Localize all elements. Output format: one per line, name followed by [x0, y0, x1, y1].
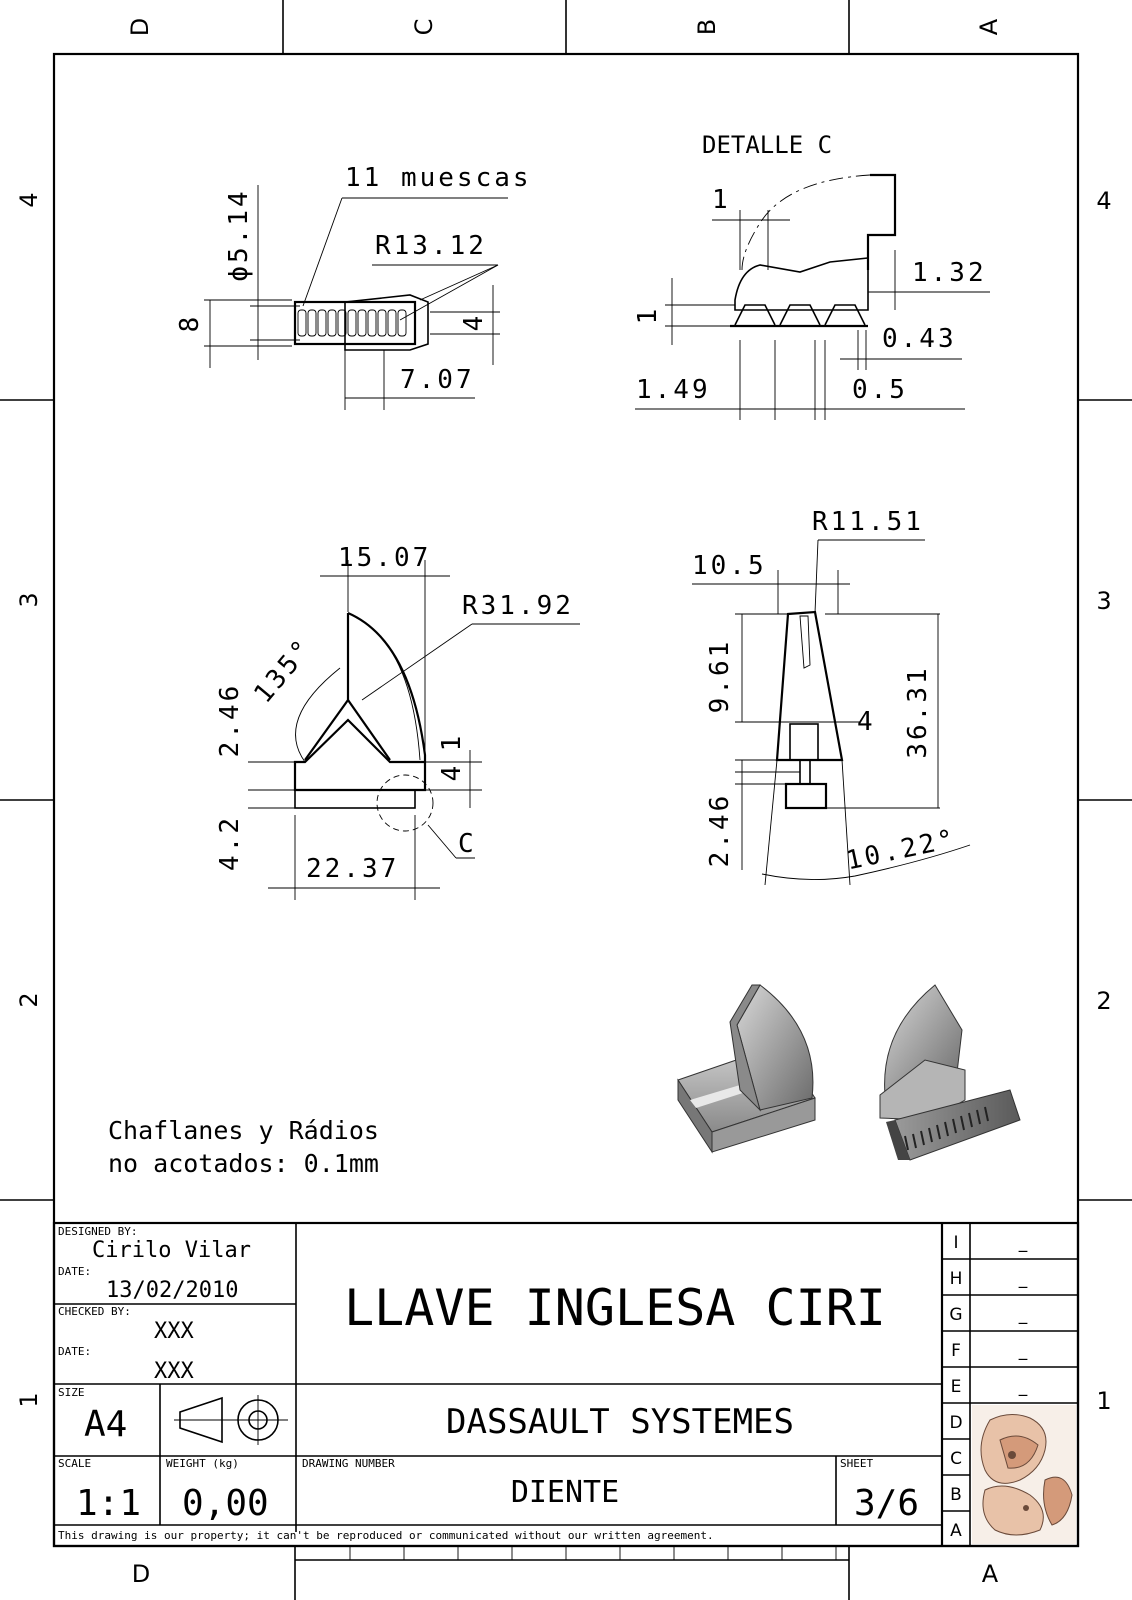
zone-row-right-1: 3: [1096, 587, 1112, 615]
note-line-1: Chaflanes y Rádios: [108, 1116, 379, 1145]
note-line-2: no acotados: 0.1mm: [108, 1149, 379, 1178]
view-front: [215, 543, 580, 900]
dim-front-246: 2.46: [215, 682, 245, 758]
dim-detail-132: 1.32: [912, 258, 987, 288]
zone-row-left-3: 1: [15, 1392, 43, 1408]
dim-side-961: 9.61: [705, 638, 735, 714]
zone-col-top-1: C: [410, 18, 438, 36]
checked-by-label: CHECKED BY:: [58, 1305, 131, 1318]
zone-labels: [15, 18, 1112, 1588]
dim-front-135: 135°: [248, 632, 320, 710]
dim-front-1507: 15.07: [338, 543, 432, 573]
zone-row-right-2: 2: [1096, 987, 1112, 1015]
rev-value-g: _: [1018, 1305, 1028, 1325]
rev-value-f: _: [1018, 1341, 1028, 1361]
title-block: [54, 1223, 1078, 1546]
company-logo-image: [972, 1405, 1076, 1544]
rev-value-h: _: [1018, 1269, 1028, 1289]
rev-letter-g: G: [949, 1305, 963, 1325]
dim-radius-r13: R13.12: [375, 231, 487, 261]
rev-letter-h: H: [949, 1269, 963, 1289]
date2-value: XXX: [154, 1359, 194, 1384]
projection-symbol-icon: [174, 1395, 288, 1445]
dim-side-r1151: R11.51: [812, 507, 924, 537]
detail-c-title: DETALLE C: [702, 131, 833, 159]
date-label: DATE:: [58, 1265, 92, 1278]
dim-small-4: 4: [459, 312, 489, 332]
zone-col-bottom-0: D: [131, 1560, 151, 1588]
dim-side-4: 4: [857, 707, 876, 737]
zone-row-right-0: 4: [1096, 187, 1112, 215]
dim-detail-1a: 1: [712, 185, 731, 215]
dim-side-3631: 36.31: [903, 665, 933, 759]
rev-letter-i: I: [953, 1233, 959, 1253]
drawing-number-label: DRAWING NUMBER: [302, 1457, 395, 1470]
dim-front-r3192: R31.92: [462, 591, 574, 621]
zone-row-right-3: 1: [1096, 1387, 1112, 1415]
checked-by-value: XXX: [154, 1319, 194, 1344]
rev-letter-d: D: [949, 1413, 963, 1433]
zone-row-left-1: 3: [15, 592, 43, 608]
view-side: [692, 507, 970, 885]
zone-row-left-2: 2: [15, 992, 43, 1008]
isometric-view-left: [678, 985, 815, 1152]
rev-value-i: _: [1018, 1233, 1028, 1253]
date-value: 13/02/2010: [106, 1278, 239, 1303]
dim-diameter: ϕ5.14: [224, 188, 254, 282]
dim-detail-149: 1.49: [636, 375, 711, 405]
size-value: A4: [84, 1404, 128, 1445]
sheet-value: 3/6: [854, 1483, 920, 1524]
general-note: [108, 1116, 379, 1178]
dim-front-42: 4.2: [215, 815, 245, 871]
zone-col-top-2: B: [693, 18, 721, 36]
dim-detail-1b: 1: [633, 305, 663, 325]
dim-length-707: 7.07: [400, 365, 475, 395]
isometric-view-right: [880, 985, 1020, 1160]
drawing-title: LLAVE INGLESA CIRI: [344, 1279, 886, 1337]
rev-letter-f: F: [951, 1341, 961, 1361]
weight-label: WEIGHT (kg): [166, 1457, 239, 1470]
dim-front-detail-ref: C: [458, 829, 477, 859]
dim-front-4: 4: [437, 762, 467, 782]
zone-col-bottom-1: A: [981, 1560, 999, 1588]
zone-row-left-0: 4: [15, 192, 43, 208]
scale-value: 1:1: [76, 1483, 142, 1524]
weight-value: 0,00: [182, 1483, 269, 1524]
rev-letter-c: C: [950, 1449, 962, 1469]
designed-by-value: Cirilo Vilar: [92, 1238, 251, 1263]
dim-notches-label: 11 muescas: [345, 163, 532, 193]
dim-detail-05: 0.5: [852, 375, 908, 405]
dim-side-246: 2.46: [705, 792, 735, 868]
drawing-number-value: DIENTE: [510, 1475, 620, 1510]
disclaimer: This drawing is our property; it can't be reproduced or communicated without our written agreement.: [58, 1529, 714, 1542]
scale-label: SCALE: [58, 1457, 92, 1470]
designed-by-label: DESIGNED BY:: [58, 1225, 138, 1238]
rev-letter-a: A: [950, 1521, 962, 1541]
date2-label: DATE:: [58, 1345, 92, 1358]
rev-value-e: _: [1018, 1377, 1028, 1397]
zone-col-top-3: A: [975, 18, 1003, 36]
dim-side-105: 10.5: [692, 551, 767, 581]
company-name: DASSAULT SYSTEMES: [446, 1402, 794, 1442]
sheet-label: SHEET: [840, 1457, 874, 1470]
rev-letter-e: E: [950, 1377, 962, 1397]
rev-letter-b: B: [950, 1485, 962, 1505]
dim-detail-043: 0.43: [882, 324, 957, 354]
dim-front-2237: 22.37: [306, 854, 400, 884]
view-detail-c: [633, 131, 990, 420]
dim-front-1: 1: [437, 732, 467, 752]
size-label: SIZE: [58, 1386, 85, 1399]
view-notches: [175, 163, 532, 410]
zone-col-top-0: D: [126, 17, 154, 37]
dim-height-8: 8: [175, 313, 205, 333]
dim-side-1022: 10.22°: [843, 823, 960, 877]
